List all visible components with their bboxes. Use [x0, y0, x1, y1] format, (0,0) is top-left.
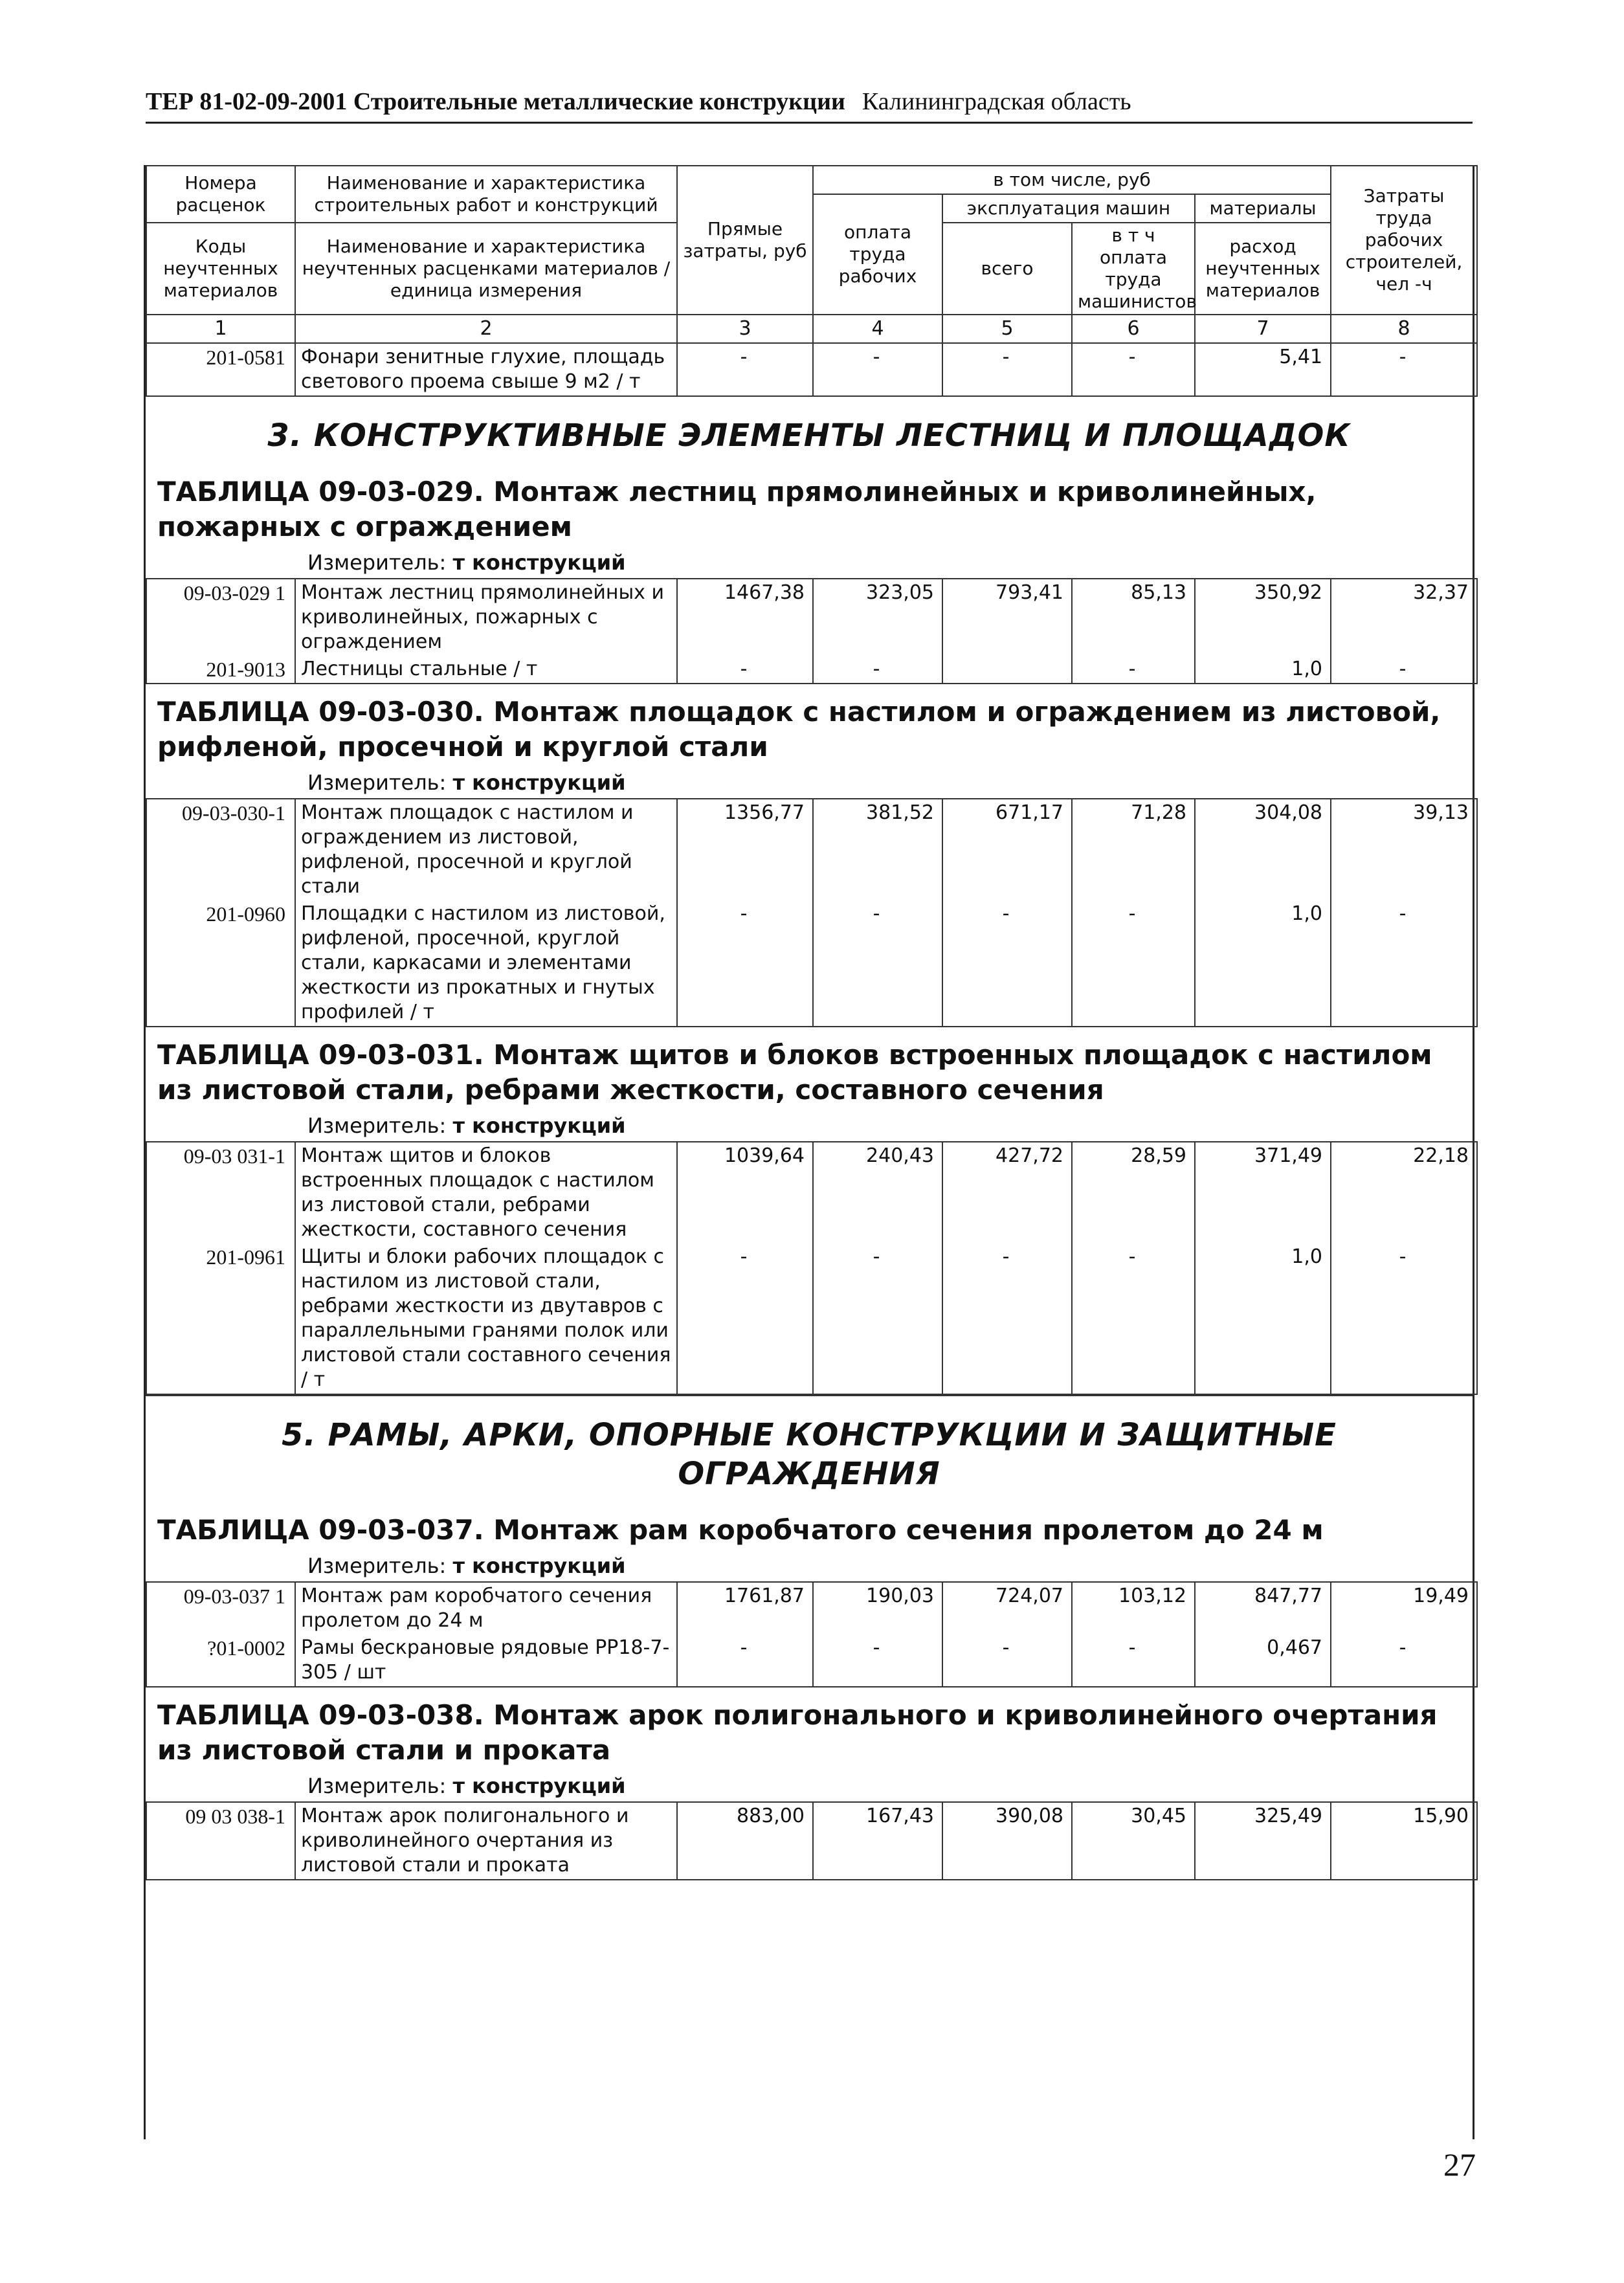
row-value — [942, 656, 1072, 684]
row-value: 1761,87 — [677, 1582, 813, 1634]
row-value: 167,43 — [813, 1802, 942, 1880]
region-label: Калининградская область — [862, 88, 1131, 115]
meter-unit: т конструкций — [452, 770, 626, 795]
column-number: 3 — [677, 315, 813, 343]
table-title: ТАБЛИЦА 09-03-031. Монтаж щитов и блоков встроенных площадок с настилом из листовой стали, ребрами жесткости, составного сечения — [157, 1039, 1432, 1106]
table-title: ТАБЛИЦА 09-03-030. Монтаж площадок с настилом и ограждением из листовой, рифленой, просечной и круглой стали — [157, 696, 1441, 763]
meter-unit: т конструкций — [452, 550, 626, 575]
table-title: ТАБЛИЦА 09-03-037. Монтаж рам коробчатого сечения пролетом до 24 м — [157, 1514, 1324, 1546]
row-value: 323,05 — [813, 579, 942, 656]
meter-line — [146, 1773, 1473, 1801]
rates-table — [146, 1141, 1478, 1395]
column-header-table — [146, 165, 1478, 397]
col-header-material-usage: расход неучтенных материалов — [1195, 223, 1331, 315]
row-value: - — [677, 1243, 813, 1394]
row-name: Монтаж рам коробчатого сечения пролетом до 24 м — [295, 1582, 677, 1634]
row-value: - — [813, 343, 942, 396]
rates-table — [146, 1581, 1478, 1687]
row-value: 390,08 — [942, 1802, 1072, 1880]
column-number: 1 — [146, 315, 295, 343]
section-heading: 5. РАМЫ, АРКИ, ОПОРНЫЕ КОНСТРУКЦИИ И ЗАЩИТНЫЕ ОГРАЖДЕНИЯ — [146, 1395, 1473, 1502]
page-number: 27 — [1443, 2146, 1476, 2183]
price-sheet — [144, 165, 1474, 2139]
row-value: - — [1072, 1634, 1195, 1687]
row-value: - — [677, 1634, 813, 1687]
meter-unit: т конструкций — [452, 1554, 626, 1578]
col-header-codes-top: Номера расценок — [146, 166, 295, 223]
table-title: ТАБЛИЦА 09-03-029. Монтаж лестниц прямолинейных и криволинейных, пожарных с ограждением — [157, 476, 1317, 542]
row-value: - — [813, 900, 942, 1027]
row-code: 09-03-037 1 — [146, 1582, 295, 1634]
row-value: - — [1072, 900, 1195, 1027]
column-number: 6 — [1072, 315, 1195, 343]
table-row — [146, 1142, 1477, 1243]
col-header-machines: эксплуатация машин — [942, 194, 1195, 223]
row-value: 793,41 — [942, 579, 1072, 656]
row-value: - — [1331, 900, 1477, 1027]
row-value: 5,41 — [1195, 343, 1331, 396]
meter-line — [146, 1113, 1473, 1141]
row-value: - — [942, 900, 1072, 1027]
row-value: - — [1331, 1243, 1477, 1394]
rates-table — [146, 578, 1478, 684]
section-heading: 3. КОНСТРУКТИВНЫЕ ЭЛЕМЕНТЫ ЛЕСТНИЦ И ПЛОЩАДОК — [267, 418, 1351, 454]
row-value: 30,45 — [1072, 1802, 1195, 1880]
row-value: 103,12 — [1072, 1582, 1195, 1634]
meter-label: Измеритель: — [307, 1774, 447, 1798]
row-name: Монтаж лестниц прямолинейных и криволинейных, пожарных с ограждением — [295, 579, 677, 656]
col-header-machines-total: всего — [942, 223, 1072, 315]
row-code: 09-03-029 1 — [146, 579, 295, 656]
table-row — [146, 900, 1477, 1027]
row-code: 09-03-030-1 — [146, 799, 295, 900]
price-table-038 — [146, 1687, 1473, 1880]
row-value: 22,18 — [1331, 1142, 1477, 1243]
row-value: - — [677, 343, 813, 396]
row-name: Рамы бескрановые рядовые РР18-7-305 / шт — [295, 1634, 677, 1687]
row-value: - — [1072, 656, 1195, 684]
row-code: 201-0961 — [146, 1243, 295, 1394]
col-header-materials: материалы — [1195, 194, 1331, 223]
page-header — [146, 85, 1473, 124]
row-value: - — [1331, 1634, 1477, 1687]
row-name: Монтаж площадок с настилом и ограждением из листовой, рифленой, просечной и круглой стали — [295, 799, 677, 900]
row-value: - — [813, 1243, 942, 1394]
column-number: 4 — [813, 315, 942, 343]
row-value: - — [1072, 343, 1195, 396]
meter-unit: т конструкций — [452, 1774, 626, 1798]
col-header-labor: Затраты труда рабочих строителей, чел -ч — [1331, 166, 1477, 315]
row-value: 381,52 — [813, 799, 942, 900]
row-value: - — [942, 343, 1072, 396]
price-table-031 — [146, 1027, 1473, 1395]
meter-line — [146, 550, 1473, 578]
row-value: - — [1331, 343, 1477, 396]
row-value: 325,49 — [1195, 1802, 1331, 1880]
row-value: 71,28 — [1072, 799, 1195, 900]
table-row — [146, 579, 1477, 656]
meter-label: Измеритель: — [307, 550, 447, 575]
row-code: 201-9013 — [146, 656, 295, 684]
row-value: - — [813, 656, 942, 684]
row-value: 671,17 — [942, 799, 1072, 900]
row-value: - — [813, 1634, 942, 1687]
row-value: - — [1331, 656, 1477, 684]
col-header-name-top: Наименование и характеристика строительных работ и конструкций — [295, 166, 677, 223]
price-table-029 — [146, 464, 1473, 684]
row-value: - — [942, 1634, 1072, 1687]
row-name: Лестницы стальные / т — [295, 656, 677, 684]
col-header-direct-costs: Прямые затраты, руб — [677, 166, 813, 315]
row-value: 39,13 — [1331, 799, 1477, 900]
row-value: 85,13 — [1072, 579, 1195, 656]
row-name: Монтаж щитов и блоков встроенных площадок с настилом из листовой стали, ребрами жесткости, составного сечения — [295, 1142, 677, 1243]
table-row — [146, 1634, 1477, 1687]
row-value: 724,07 — [942, 1582, 1072, 1634]
table-row — [146, 343, 1477, 396]
row-value: 1,0 — [1195, 1243, 1331, 1394]
row-name: Монтаж арок полигонального и криволинейного очертания из листовой стали и проката — [295, 1802, 677, 1880]
row-value: 1,0 — [1195, 656, 1331, 684]
col-header-wages: оплата труда рабочих — [813, 194, 942, 315]
row-name: Фонари зенитные глухие, площадь светового проема свыше 9 м2 / т — [295, 343, 677, 396]
table-row — [146, 1582, 1477, 1634]
row-value: 350,92 — [1195, 579, 1331, 656]
row-value: 0,467 — [1195, 1634, 1331, 1687]
row-value: - — [677, 900, 813, 1027]
meter-label: Измеритель: — [307, 770, 447, 795]
row-value: 190,03 — [813, 1582, 942, 1634]
row-code: 201-0581 — [146, 343, 295, 396]
row-value: 1467,38 — [677, 579, 813, 656]
row-value: 371,49 — [1195, 1142, 1331, 1243]
row-value: 19,49 — [1331, 1582, 1477, 1634]
row-value: - — [677, 656, 813, 684]
meter-label: Измеритель: — [307, 1113, 447, 1138]
row-value: 847,77 — [1195, 1582, 1331, 1634]
col-header-in-total: в том числе, руб — [813, 166, 1331, 194]
price-table-030 — [146, 684, 1473, 1027]
row-code: 09-03 031-1 — [146, 1142, 295, 1243]
column-numbers-row — [146, 315, 1477, 343]
price-table-037 — [146, 1502, 1473, 1687]
document-title: ТЕР 81-02-09-2001 Строительные металлические конструкции — [146, 88, 845, 115]
rates-table — [146, 1801, 1478, 1880]
row-value: 1356,77 — [677, 799, 813, 900]
col-header-machinists-wages: в т ч оплата труда машинистов — [1072, 223, 1195, 315]
table-row — [146, 1243, 1477, 1394]
column-number: 5 — [942, 315, 1072, 343]
row-code: 201-0960 — [146, 900, 295, 1027]
row-code: ?01-0002 — [146, 1634, 295, 1687]
row-name: Площадки с настилом из листовой, рифленой, просечной, круглой стали, каркасами и элементами жесткости из прокатных и гнутых профилей / т — [295, 900, 677, 1027]
row-value: 240,43 — [813, 1142, 942, 1243]
column-number: 8 — [1331, 315, 1477, 343]
row-value: 1039,64 — [677, 1142, 813, 1243]
meter-unit: т конструкций — [452, 1113, 626, 1138]
meter-line — [146, 1553, 1473, 1581]
row-value: 15,90 — [1331, 1802, 1477, 1880]
column-number: 2 — [295, 315, 677, 343]
row-value: 1,0 — [1195, 900, 1331, 1027]
table-row — [146, 799, 1477, 900]
row-value: 427,72 — [942, 1142, 1072, 1243]
table-title: ТАБЛИЦА 09-03-038. Монтаж арок полигонального и криволинейного очертания из листовой стали и проката — [157, 1699, 1438, 1766]
table-row — [146, 1802, 1477, 1880]
row-value: 32,37 — [1331, 579, 1477, 656]
table-row — [146, 656, 1477, 684]
col-header-codes-bottom: Коды неучтенных материалов — [146, 223, 295, 315]
row-value: 883,00 — [677, 1802, 813, 1880]
row-name: Щиты и блоки рабочих площадок с настилом из листовой стали, ребрами жесткости из двутавров с параллельными гранями полок или листовой стали составного сечения / т — [295, 1243, 677, 1394]
row-value: 28,59 — [1072, 1142, 1195, 1243]
row-code: 09 03 038-1 — [146, 1802, 295, 1880]
row-value: 304,08 — [1195, 799, 1331, 900]
meter-line — [146, 770, 1473, 798]
column-number: 7 — [1195, 315, 1331, 343]
row-value: - — [942, 1243, 1072, 1394]
col-header-name-bottom: Наименование и характеристика неучтенных расценками материалов / единица измерения — [295, 223, 677, 315]
meter-label: Измеритель: — [307, 1554, 447, 1578]
rates-table — [146, 798, 1478, 1027]
row-value: - — [1072, 1243, 1195, 1394]
